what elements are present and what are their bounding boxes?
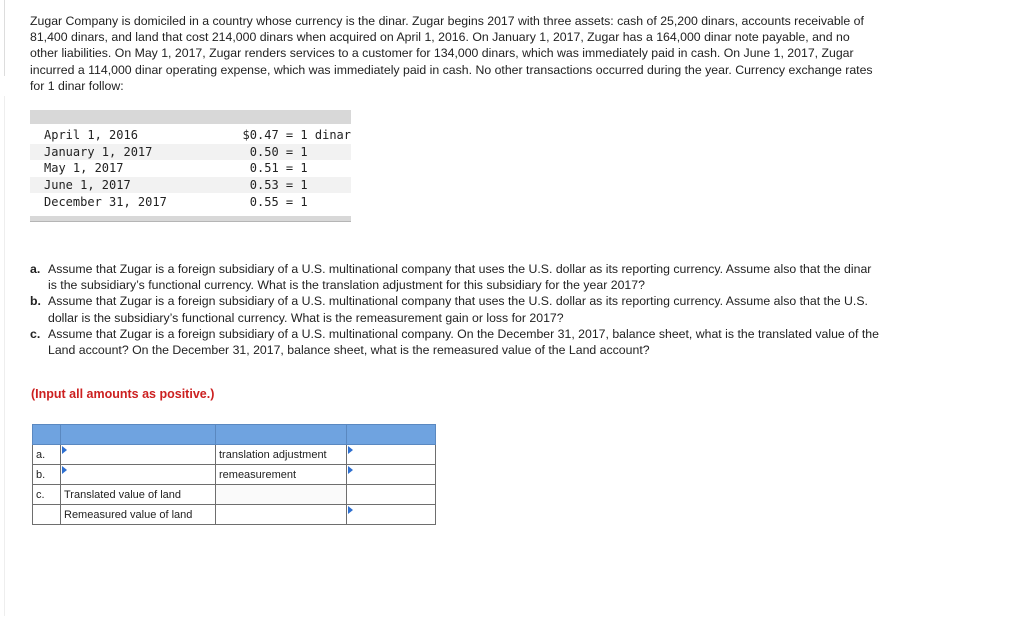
rate-row: [30, 144, 351, 161]
rate-value: 0.53: [223, 177, 279, 194]
rate-equals: =: [279, 177, 301, 194]
rate-unit: 1: [300, 144, 351, 161]
translated-land-field[interactable]: [349, 487, 433, 502]
question-letter: b.: [30, 294, 41, 309]
rate-value: 0.55: [249, 194, 279, 209]
rate-unit: 1: [300, 161, 308, 176]
row-letter: a.: [33, 445, 61, 465]
rate-date: May 1, 2017: [44, 161, 124, 176]
row-type: [216, 505, 347, 525]
left-edge-bar: [0, 0, 5, 76]
question-text: Assume that Zugar is a foreign subsidiary of a U.S. multinational company that uses the U.S. dollar as its reporting currency. Assume also that the dinar is the subsidiary’s functional currency. What is the translation adjustment for this subsidiary for the year 2017?: [48, 262, 872, 293]
rate-row: [30, 193, 351, 210]
answer-input-c-remeasured[interactable]: [347, 505, 436, 525]
answer-field-b[interactable]: [349, 467, 433, 482]
rate-equals: =: [285, 194, 294, 209]
question-letter: c.: [30, 326, 41, 341]
rate-value: $0.47: [242, 128, 279, 143]
row-type: [216, 485, 347, 505]
question-list: [30, 261, 880, 358]
input-instruction: (Input all amounts as positive.): [31, 387, 215, 401]
rate-equals: =: [279, 144, 301, 161]
row-letter: b.: [33, 465, 61, 485]
answer-select-a[interactable]: [61, 445, 216, 465]
remeasured-land-field[interactable]: [349, 507, 433, 522]
left-edge-bar: [0, 96, 5, 616]
rate-unit: 1 dinar: [300, 128, 351, 143]
answer-table: [32, 424, 436, 525]
rate-table-bottom-bar: [30, 216, 351, 222]
answer-input-a[interactable]: [347, 445, 436, 465]
rate-unit: 1: [300, 194, 308, 209]
rate-row: [30, 127, 351, 144]
rate-table-top-bar: [30, 110, 351, 124]
answer-field-a[interactable]: [349, 447, 433, 462]
question-text: Assume that Zugar is a foreign subsidiary of a U.S. multinational company. On the December 31, 2017, balance sheet, what is the translated value of the Land account? On the December 31, 2017, balance sheet, what is the remeasured value of the Land account?: [48, 326, 879, 358]
answer-row-b: [33, 465, 436, 485]
answer-input-c-translated[interactable]: [347, 485, 436, 505]
rate-equals: =: [285, 128, 294, 143]
answer-row-c2: [33, 505, 436, 525]
question-text: Assume that Zugar is a foreign subsidiary of a U.S. multinational company that uses the U.S. dollar as its reporting currency. Assume also that the U.S. dollar is the subsidiary’s functional currency. What is the remeasurement gain or loss for 2017?: [48, 294, 868, 325]
row-type: remeasurement: [216, 465, 347, 485]
question-c: [30, 326, 880, 358]
rate-unit: 1: [300, 177, 351, 194]
question-letter: a.: [30, 262, 41, 276]
rate-equals: =: [285, 161, 294, 176]
answer-row-a: [33, 445, 436, 465]
answer-table-header: [33, 425, 436, 445]
row-label: Remeasured value of land: [61, 505, 216, 525]
rate-date: January 1, 2017: [30, 144, 223, 161]
rate-value: 0.50: [223, 144, 279, 161]
dropdown-marker-icon: [62, 446, 67, 454]
row-letter: [33, 505, 61, 525]
exchange-rate-table: [30, 110, 351, 222]
row-letter: c.: [33, 485, 61, 505]
problem-intro: Zugar Company is domiciled in a country whose currency is the dinar. Zugar begins 2017 with three assets: cash of 25,200 dinars, accounts receivable of 81,400 dinars, and land that cost 214,000 dinars when acquired on April 1, 2016. On January 1, 2017, Zugar has a 164,000 dinar note payable, and no other liabilities. On May 1, 2017, Zugar renders services to a customer for 134,000 dinars, which was immediately paid in cash. On June 1, 2017, Zugar incurred a 114,000 dinar operating expense, which was immediately paid in cash. No other transactions occurred during the year. Currency exchange rates for 1 dinar follow:: [30, 14, 873, 93]
rate-row: [30, 177, 351, 194]
rate-date: June 1, 2017: [30, 177, 223, 194]
dropdown-marker-icon: [62, 466, 67, 474]
row-type: translation adjustment: [216, 445, 347, 465]
question-a: [30, 261, 880, 293]
rate-date: April 1, 2016: [44, 128, 138, 143]
answer-row-c: [33, 485, 436, 505]
row-label: Translated value of land: [61, 485, 216, 505]
rate-value: 0.51: [249, 161, 279, 176]
answer-input-b[interactable]: [347, 465, 436, 485]
answer-select-b[interactable]: [61, 465, 216, 485]
rate-date: December 31, 2017: [44, 194, 167, 209]
question-b: [30, 293, 880, 325]
rate-row: [30, 160, 351, 177]
